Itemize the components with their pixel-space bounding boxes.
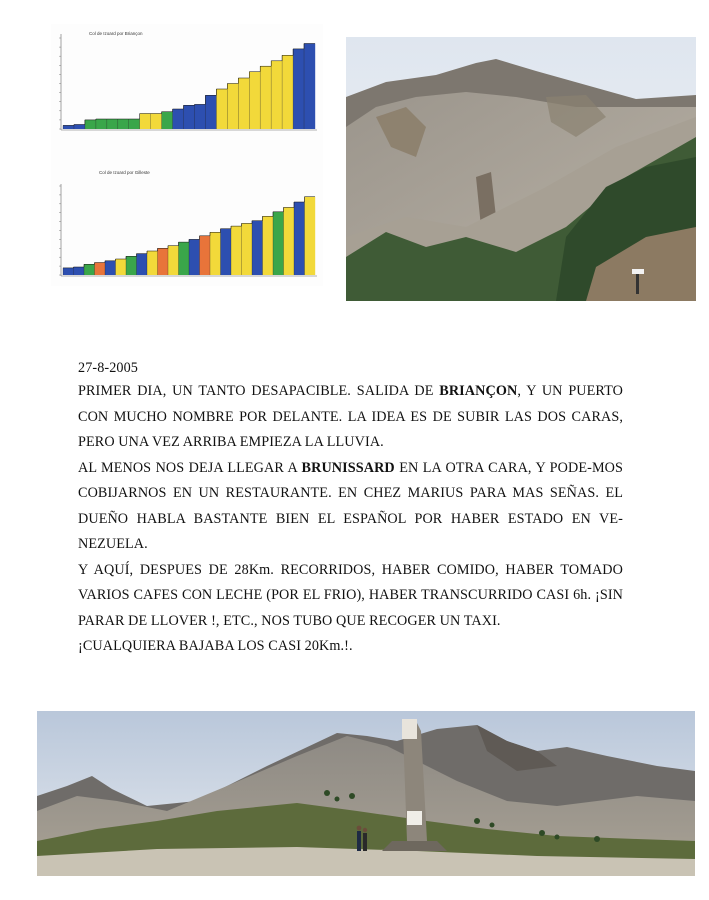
- profile-bar: [194, 104, 205, 129]
- mountain-photo-svg: [346, 37, 696, 301]
- profile-bar: [252, 221, 263, 275]
- profile-bar: [216, 89, 227, 129]
- profile-bar: [151, 114, 162, 129]
- profile-bar: [271, 61, 282, 129]
- profile-bar: [200, 236, 211, 275]
- mountain-photo: [346, 37, 696, 301]
- profile-bar: [107, 119, 118, 129]
- profile-bar: [140, 114, 151, 129]
- profile-chart-gilleste: [59, 170, 317, 276]
- profile-bar: [305, 197, 316, 275]
- profile-bar: [189, 239, 200, 275]
- profile-bar: [284, 207, 295, 275]
- elevation-profiles-svg: [51, 24, 323, 286]
- profile-bar: [205, 95, 216, 129]
- paragraph: [78, 379, 623, 456]
- profile-bar: [116, 259, 127, 275]
- profile-bar: [238, 78, 249, 129]
- elevation-profiles-image: [51, 24, 323, 286]
- text-run: ¡CUALQUIERA BAJABA LOS CASI 20Km.!.: [78, 638, 353, 654]
- text-run: , Y UN PUERTO CON MUCHO NOMBRE POR DELANTE. LA IDEA ES DE SUBIR LAS DOS CARAS, PERO UNA VEZ ARRIBA EMPIEZA LA LLUVIA.: [78, 383, 623, 450]
- profile-bar: [162, 112, 173, 129]
- journal-text: [78, 357, 623, 660]
- profile-bar: [173, 109, 184, 129]
- profile-bar: [74, 267, 85, 275]
- text-run: AL MENOS NOS DEJA LLEGAR A: [78, 459, 302, 476]
- entry-date: 27-8-2005: [78, 360, 139, 376]
- profile-bar: [294, 202, 305, 275]
- profile-bar: [249, 72, 260, 129]
- panorama-photo-svg: [37, 711, 695, 876]
- profile-bar: [273, 212, 284, 275]
- profile-bar: [263, 216, 274, 275]
- profile-bar: [210, 232, 221, 275]
- paragraph: [78, 558, 623, 635]
- profile-bar: [158, 248, 169, 275]
- profile-bar: [74, 124, 85, 129]
- profile-bar: [242, 223, 253, 275]
- paragraph: [78, 456, 623, 558]
- profile-bar: [179, 242, 190, 275]
- text-run: Y AQUÍ, DESPUES DE 28Km. RECORRIDOS, HABER COMIDO, HABER TOMADO VARIOS CAFES CON LECHE (POR EL FRIO), HABER TRANSCURRIDO CASI 6h. ¡SIN PARAR DE LLOVER !, ETC., NOS TUBO QUE RECOGER UN TAXI.: [78, 561, 623, 629]
- profile-bar: [231, 226, 242, 275]
- profile-bar: [126, 256, 137, 275]
- profile-bar: [95, 263, 106, 275]
- chart-title-gilleste: Col de Izoard por Gilleste: [99, 170, 150, 175]
- profile-bar: [137, 254, 148, 275]
- profile-bar: [129, 119, 140, 129]
- profile-chart-briancon: [59, 31, 317, 130]
- profile-bar: [227, 84, 238, 130]
- profile-bar: [84, 264, 95, 275]
- profile-bar: [63, 125, 74, 129]
- chart-title-briancon: Col de Izoard por Briançon: [89, 31, 143, 36]
- profile-bar: [105, 261, 116, 275]
- text-run: PRIMER DIA, UN TANTO DESAPACIBLE. SALIDA DE: [78, 383, 440, 399]
- profile-bar: [304, 43, 315, 129]
- paragraph: [78, 634, 623, 660]
- profile-bar: [221, 229, 232, 275]
- place-name: BRIANÇON: [439, 383, 518, 399]
- profile-bar: [96, 119, 107, 129]
- text-run: EN LA OTRA CARA, Y PODE-MOS COBIJARNOS EN UN RESTAURANTE. EN CHEZ MARIUS PARA MAS SEÑAS. EL DUEÑO HABLA BASTANTE BIEN EL ESPAÑOL POR HABER ESTADO EN VE-NEZUELA.: [78, 459, 623, 552]
- profile-bar: [147, 251, 158, 275]
- profile-bar: [118, 119, 129, 129]
- profile-bar: [260, 66, 271, 129]
- col-izoard-panorama-photo: [37, 711, 695, 876]
- paragraphs: [78, 379, 623, 660]
- profile-bar: [85, 120, 96, 129]
- profile-bar: [63, 268, 74, 275]
- profile-bar: [168, 246, 179, 275]
- profile-bar: [184, 105, 195, 129]
- place-name: BRUNISSARD: [301, 459, 395, 476]
- profile-bar: [282, 55, 293, 129]
- profile-bar: [293, 49, 304, 129]
